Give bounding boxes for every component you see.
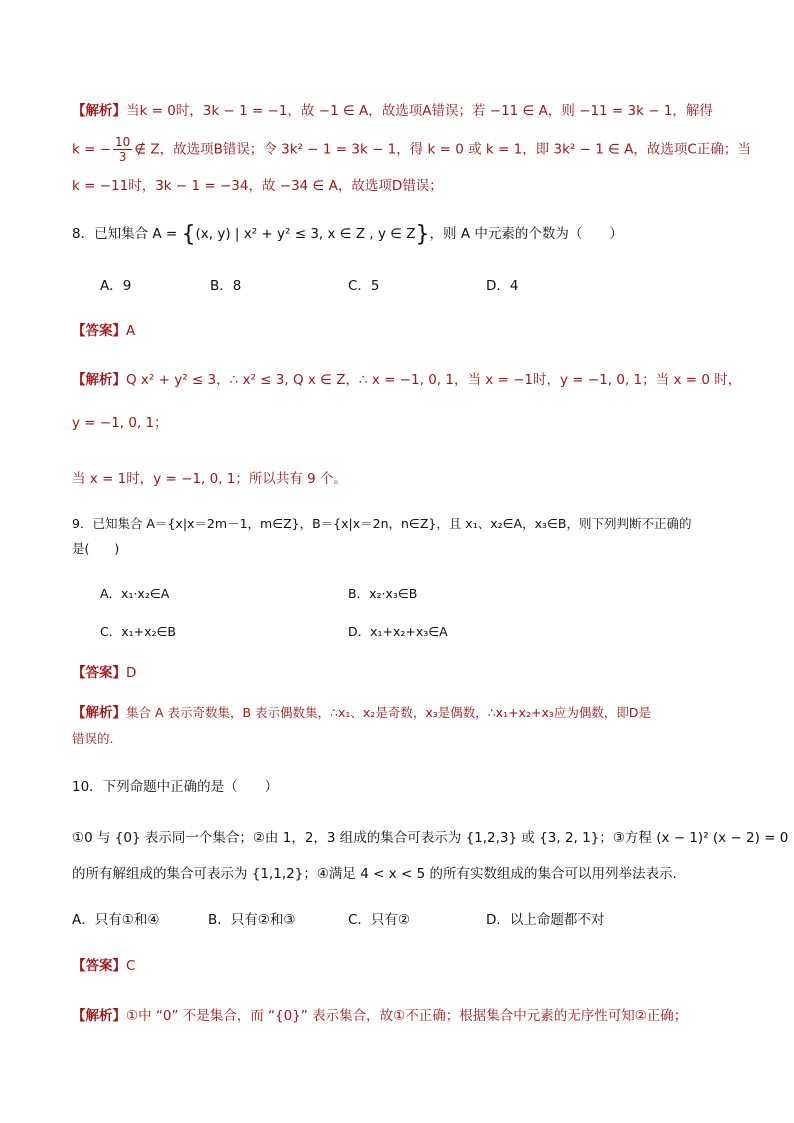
q10-answer	[72, 956, 135, 976]
q8-stem	[72, 224, 623, 245]
q10-option-b: B．只有②和③	[208, 912, 296, 928]
q9-stem-text-1: 9．已知集合 A＝{x|x＝2m－1，m∈Z}，B＝{x|x＝2n，n∈Z}，且 x₁、x₂∈A，x₃∈B，则下列判断不正确的	[72, 516, 692, 531]
analysis-tag: 【解析】	[72, 103, 126, 119]
q8-answer	[72, 321, 135, 341]
q8-stem-pre: 8．已知集合 A =	[72, 226, 178, 242]
answer-tag: 【答案】	[72, 323, 126, 339]
q9-stem-line-2	[72, 539, 119, 559]
q8-analysis-line-2	[72, 413, 168, 433]
q10-body-text-2: 的所有解组成的集合可表示为 {1,1,2}；④满足 4 < x < 5 的所有实数组成的集合可以用列举法表示.	[72, 866, 677, 882]
q8-analysis-text-1: Q x² + y² ≤ 3，∴ x² ≤ 3, Q x ∈ Z，∴ x = −1, 0, 1，当 x = −1时，y = −1, 0, 1；当 x = 0 时，	[126, 372, 742, 388]
answer-tag: 【答案】	[72, 958, 126, 974]
q10-stem-text: 10．下列命题中正确的是（ ）	[72, 779, 279, 795]
q9-option-c: C．x₁+x₂∈B	[100, 624, 176, 639]
q7-analysis-text-2a: k = −	[72, 141, 112, 158]
q8-set-builder: (x, y) | x² + y² ≤ 3, x ∈ Z , y ∈ Z	[195, 226, 416, 242]
q9-answer-value: D	[126, 665, 137, 681]
q9-option-d: D．x₁+x₂+x₃∈A	[348, 624, 448, 639]
q8-answer-value: A	[126, 323, 136, 339]
q8-option-d: D．4	[486, 278, 519, 294]
q8-analysis-text-3: 当 x = 1时，y = −1, 0, 1；所以共有 9 个。	[72, 471, 348, 487]
q8-analysis-line-1	[72, 370, 741, 390]
q10-stem	[72, 777, 278, 797]
q10-body-line-1	[72, 828, 788, 848]
q9-answer	[72, 663, 136, 683]
q8-option-a: A．9	[100, 278, 132, 294]
q10-analysis-line-1	[72, 1006, 687, 1026]
left-brace: {	[181, 222, 196, 247]
fraction-denominator: 3	[118, 150, 127, 164]
fraction-numerator: 10	[115, 135, 131, 149]
q10-option-d: D．以上命题都不对	[486, 912, 605, 928]
analysis-tag: 【解析】	[72, 372, 126, 388]
q7-analysis-text-3: k = −11时，3k − 1 = −34，故 −34 ∈ A，故选项D错误；	[72, 178, 443, 194]
q9-analysis-line-1	[72, 703, 651, 723]
q8-analysis-line-3	[72, 469, 347, 489]
q8-stem-post: ，则 A 中元素的个数为（ ）	[429, 226, 623, 242]
q7-analysis-line-3	[72, 176, 443, 196]
q7-analysis-line-1	[72, 101, 713, 121]
q9-analysis-text-2: 错误的.	[72, 731, 114, 746]
q7-analysis-text-2b: ∉ Z，故选项B错误；令 3k² − 1 = 3k − 1，得 k = 0 或 k = 1，即 3k² − 1 ∈ A，故选项C正确；当	[134, 141, 751, 158]
fraction	[113, 135, 132, 164]
q9-analysis-text-1: 集合 A 表示奇数集，B 表示偶数集，∴x₁、x₂是奇数，x₃是偶数，∴x₁+x₂+x₃应为偶数，即D是	[126, 705, 651, 720]
q10-option-a: A．只有①和④	[72, 912, 160, 928]
q9-analysis-line-2	[72, 729, 113, 749]
q8-option-b: B．8	[210, 278, 242, 294]
q7-analysis-text-1: 当k = 0时，3k − 1 = −1，故 −1 ∈ A，故选项A错误；若 −11 ∈ A，则 −11 = 3k − 1，解得	[126, 103, 713, 119]
q10-answer-value: C	[126, 958, 136, 974]
q10-body-text-1: ①0 与 {0} 表示同一个集合；②由 1，2，3 组成的集合可表示为 {1,2,3} 或 {3, 2, 1}；③方程 (x − 1)² (x − 2) = 0	[72, 830, 789, 846]
q9-option-b: B．x₂·x₃∈B	[348, 586, 418, 601]
q10-analysis-text-1: ①中 “0” 不是集合，而 “{0}” 表示集合，故①不正确；根据集合中元素的无序性可知②正确；	[126, 1008, 688, 1024]
q9-stem-line-1	[72, 514, 691, 534]
analysis-tag: 【解析】	[72, 705, 126, 721]
q9-option-a: A．x₁·x₂∈A	[100, 586, 170, 601]
right-brace: }	[415, 222, 430, 247]
q10-option-c: C．只有②	[348, 912, 411, 928]
answer-tag: 【答案】	[72, 665, 126, 681]
analysis-tag: 【解析】	[72, 1008, 126, 1024]
q9-stem-text-2: 是( )	[72, 541, 120, 556]
q7-analysis-line-2	[72, 135, 751, 164]
q8-analysis-text-2: y = −1, 0, 1；	[72, 415, 168, 431]
q8-option-c: C．5	[348, 278, 380, 294]
q10-body-line-2	[72, 864, 677, 884]
